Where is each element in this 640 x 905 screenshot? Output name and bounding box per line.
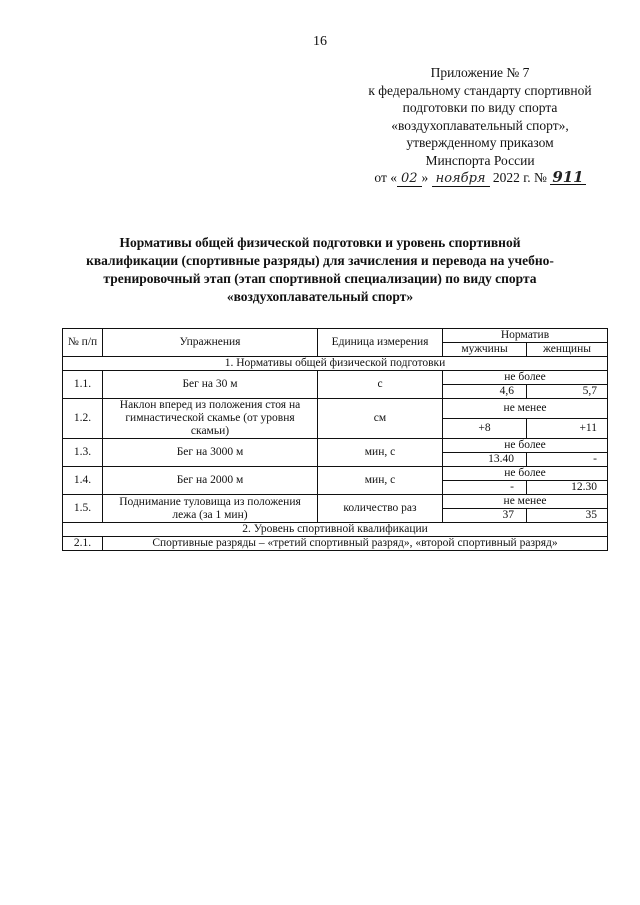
appendix-line: к федеральному стандарту спортивной	[368, 82, 592, 98]
order-date-line	[340, 169, 620, 187]
row-men-value: 13.40	[443, 453, 527, 467]
row-women-value: 5,7	[527, 385, 608, 399]
date-year: 2022 г. №	[492, 170, 547, 185]
row-num: 1.4.	[63, 467, 103, 495]
row-unit: количество раз	[318, 495, 443, 523]
row-men-value: 4,6	[443, 385, 527, 399]
row-num: 2.1.	[63, 537, 103, 551]
row-women-value: 12.30	[527, 481, 608, 495]
row-men-value: -	[443, 481, 527, 495]
date-mid: »	[421, 170, 429, 185]
handwritten-day: 02	[397, 172, 422, 187]
row-women-value: +11	[527, 419, 608, 439]
document-title	[60, 234, 580, 306]
row-men-value: +8	[443, 419, 527, 439]
row-num: 1.3.	[63, 439, 103, 467]
section-heading: 2. Уровень спортивной квалификации	[63, 523, 608, 537]
page-number: 16	[313, 34, 327, 49]
row-women-value: 35	[527, 509, 608, 523]
row-unit: мин, с	[318, 439, 443, 467]
row-num: 1.2.	[63, 399, 103, 439]
row-qualification-text: Спортивные разряды – «третий спортивный разряд», «второй спортивный разряд»	[103, 537, 608, 551]
appendix-line: Приложение № 7	[430, 65, 530, 80]
row-women-value: -	[527, 453, 608, 467]
handwritten-order-number: 911	[552, 168, 584, 186]
norms-table	[62, 328, 608, 551]
section-heading: 1. Нормативы общей физической подготовки	[63, 357, 608, 371]
title-line: тренировочный этап (этап спортивной специализации) по виду спорта	[103, 271, 537, 286]
handwritten-month: ноября	[432, 172, 490, 187]
header-num: № п/п	[63, 329, 103, 357]
row-exercise: Бег на 2000 м	[103, 467, 318, 495]
row-num: 1.1.	[63, 371, 103, 399]
header-men: мужчины	[443, 343, 527, 357]
row-exercise: Бег на 3000 м	[103, 439, 318, 467]
appendix-header	[340, 64, 620, 187]
header-norm: Норматив	[443, 329, 608, 343]
row-qualifier: не менее	[443, 399, 608, 419]
title-line: Нормативы общей физической подготовки и уровень спортивной	[119, 235, 521, 250]
title-line: «воздухоплавательный спорт»	[226, 289, 414, 304]
header-unit: Единица измерения	[318, 329, 443, 357]
appendix-line: подготовки по виду спорта	[402, 100, 558, 115]
date-prefix: от «	[374, 170, 397, 185]
header-exercise: Упражнения	[103, 329, 318, 357]
row-unit: мин, с	[318, 467, 443, 495]
row-qualifier: не менее	[443, 495, 608, 509]
row-num: 1.5.	[63, 495, 103, 523]
row-qualifier: не более	[443, 439, 608, 453]
header-women: женщины	[527, 343, 608, 357]
row-qualifier: не более	[443, 371, 608, 385]
row-unit: см	[318, 399, 443, 439]
row-men-value: 37	[443, 509, 527, 523]
appendix-line: Минспорта России	[425, 152, 535, 168]
row-qualifier: не более	[443, 467, 608, 481]
row-exercise: Бег на 30 м	[103, 371, 318, 399]
appendix-line: утвержденному приказом	[406, 135, 554, 150]
row-exercise: Поднимание туловища из положения лежа (за 1 мин)	[103, 495, 318, 523]
title-line: квалификации (спортивные разряды) для зачисления и перевода на учебно-	[86, 253, 554, 268]
row-unit: с	[318, 371, 443, 399]
appendix-line: «воздухоплавательный спорт»,	[391, 117, 569, 133]
row-exercise: Наклон вперед из положения стоя на гимнастической скамье (от уровня скамьи)	[103, 399, 318, 439]
